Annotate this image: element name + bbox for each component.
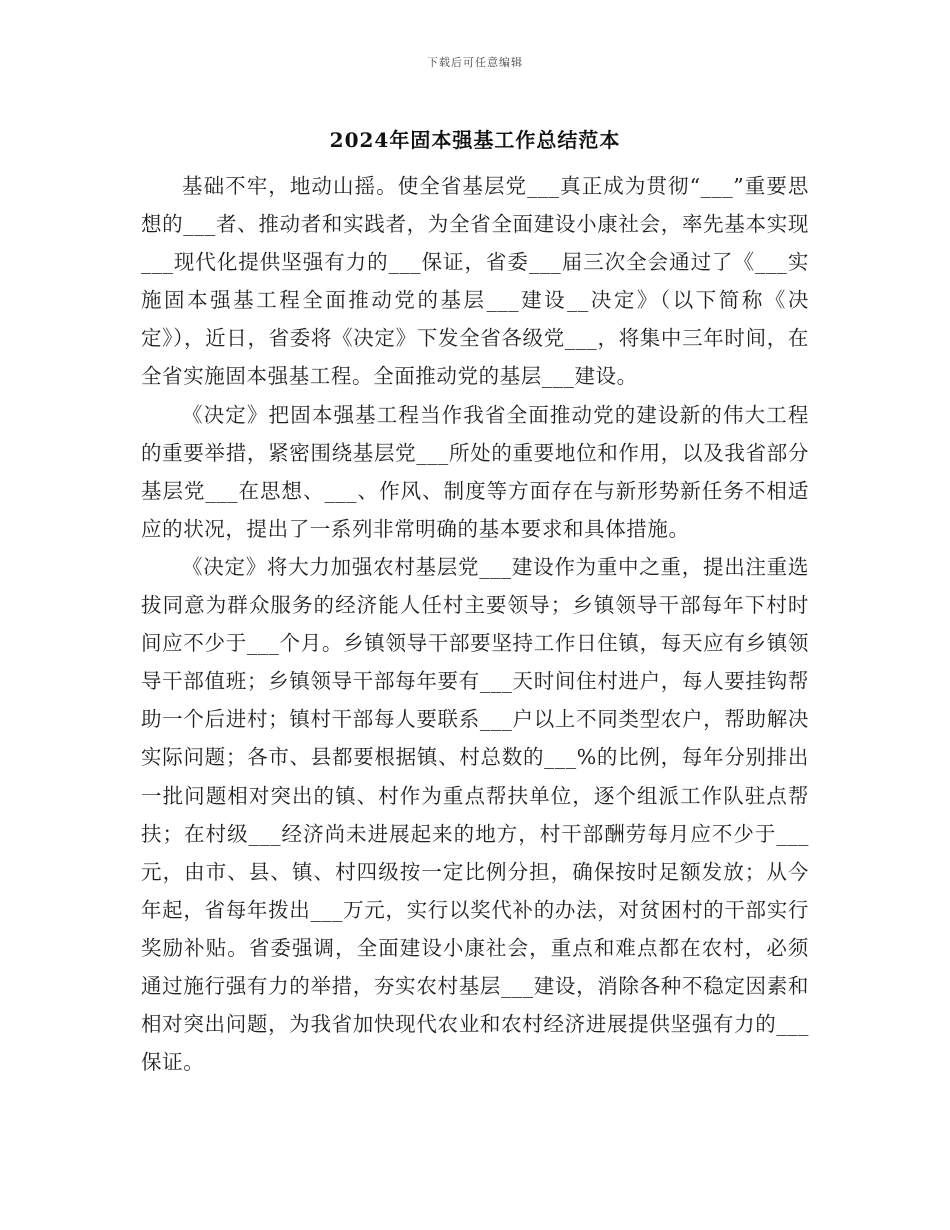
paragraph-1: 基础不牢，地动山摇。使全省基层党___真正成为贯彻“___”重要思想的___者、推动者和实践者，为全省全面建设小康社会，率先基本实现___现代化提供坚强有力的___保证，省委___届三次全会通过了《___实施固本强基工程全面推动党的基层___建设__决定》（以下简称《决定》），近日，省委将《决定》下发全省各级党___，将集中三年时间，在全省实施固本强基工程。全面推动党的基层___建设。 [141,174,809,389]
header-note: 下载后可任意编辑 [427,56,523,69]
document-title: 2024年固本强基工作总结范本 [329,128,621,152]
paragraph-3: 《决定》将大力加强农村基层党___建设作为重中之重，提出注重选拔同意为群众服务的经济能人任村主要领导；乡镇领导干部每年下村时间应不少于___个月。乡镇领导干部要坚持工作日住镇，每天应有乡镇领导干部值班；乡镇领导干部每年要有___天时间住村进户，每人要挂钩帮助一个后进村；镇村干部每人要联系___户以上不同类型农户，帮助解决实际问题；各市、县都要根据镇、村总数的___%的比例，每年分别排出一批问题相对突出的镇、村作为重点帮扶单位，逐个组派工作队驻点帮扶；在村级___经济尚未进展起来的地方，村干部酬劳每月应不少于___元，由市、县、镇、村四级按一定比例分担，确保按时足额发放；从今年起，省每年拨出___万元，实行以奖代补的办法，对贫困村的干部实行奖励补贴。省委强调，全面建设小康社会，重点和难点都在农村，必须通过施行强有力的举措，夯实农村基层___建设，消除各种不稳定因素和相对突出问题，为我省加快现代农业和农村经济进展提供坚强有力的___保证。 [141,554,809,1075]
document-body [141,167,809,1081]
paragraph-2: 《决定》把固本强基工程当作我省全面推动党的建设新的伟大工程的重要举措，紧密围绕基层党___所处的重要地位和作用，以及我省部分基层党___在思想、___、作风、制度等方面存在与新形势新任务不相适应的状况，提出了一系列非常明确的基本要求和具体措施。 [141,402,809,541]
